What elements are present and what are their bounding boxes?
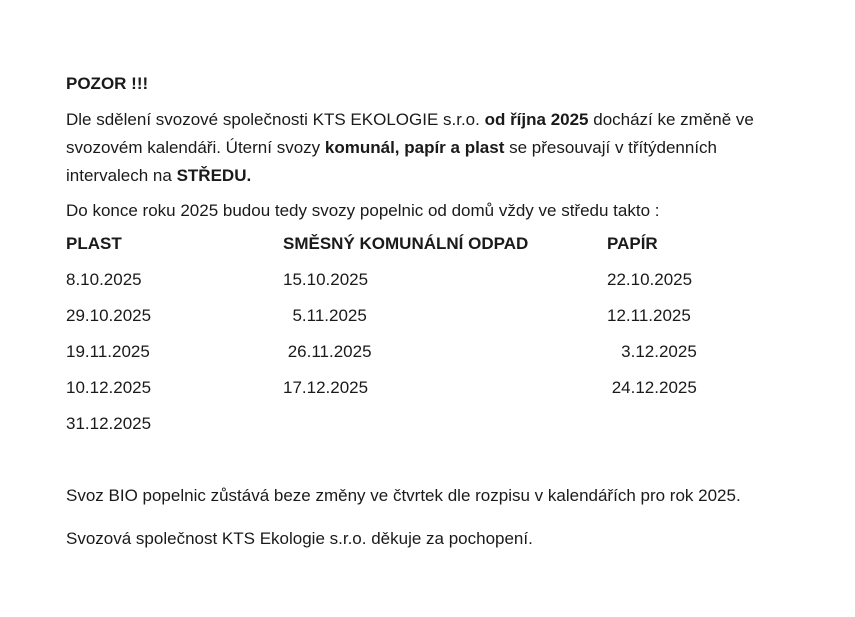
schedule-cell: 8.10.2025 (66, 270, 142, 289)
page-title: POZOR !!! (66, 74, 149, 93)
schedule-cell (607, 410, 789, 438)
schedule-cell (283, 410, 607, 438)
intro-paragraph (66, 106, 789, 190)
schedule-cell: 26.11.2025 (283, 342, 372, 361)
intro-text-2: dochází ke změně ve (588, 110, 754, 129)
schedule-column-header-plast: PLAST (66, 234, 122, 253)
schedule-cell: 5.11.2025 (283, 306, 367, 325)
intro-bold-waste-types: komunál, papír a plast (324, 138, 505, 157)
thanks-note: Svozová společnost KTS Ekologie s.r.o. děkuje za pochopení. (66, 529, 533, 548)
schedule-column-header-papir: PAPÍR (607, 234, 658, 253)
schedule-cell: 19.11.2025 (66, 342, 150, 361)
schedule-cell: 24.12.2025 (607, 378, 697, 397)
schedule-cell: 31.12.2025 (66, 414, 152, 433)
schedule-table (66, 230, 789, 438)
schedule-cell: 15.10.2025 (283, 270, 369, 289)
intro-text-1: Dle sdělení svozové společnosti KTS EKOLOGIE s.r.o. (66, 110, 485, 129)
intro-text-4: se přesouvají v třítýdenních (504, 138, 717, 157)
schedule-intro: Do konce roku 2025 budou tedy svozy popelnic od domů vždy ve středu takto : (66, 201, 660, 220)
schedule-cell: 17.12.2025 (283, 378, 369, 397)
schedule-cell: 3.12.2025 (607, 342, 697, 361)
schedule-cell: 29.10.2025 (66, 306, 152, 325)
intro-bold-wednesday: STŘEDU. (176, 166, 252, 185)
bio-note: Svoz BIO popelnic zůstává beze změny ve čtvrtek dle rozpisu v kalendářích pro rok 2025. (66, 486, 741, 505)
schedule-cell: 22.10.2025 (607, 270, 693, 289)
schedule-cell: 12.11.2025 (607, 306, 691, 325)
intro-text-3: svozovém kalendáři. Úterní svozy (66, 138, 325, 157)
intro-bold-date: od října 2025 (484, 110, 589, 129)
schedule-cell: 10.12.2025 (66, 378, 152, 397)
schedule-column-header-komunal: SMĚSNÝ KOMUNÁLNÍ ODPAD (283, 234, 529, 253)
intro-text-5: intervalech na (66, 166, 177, 185)
